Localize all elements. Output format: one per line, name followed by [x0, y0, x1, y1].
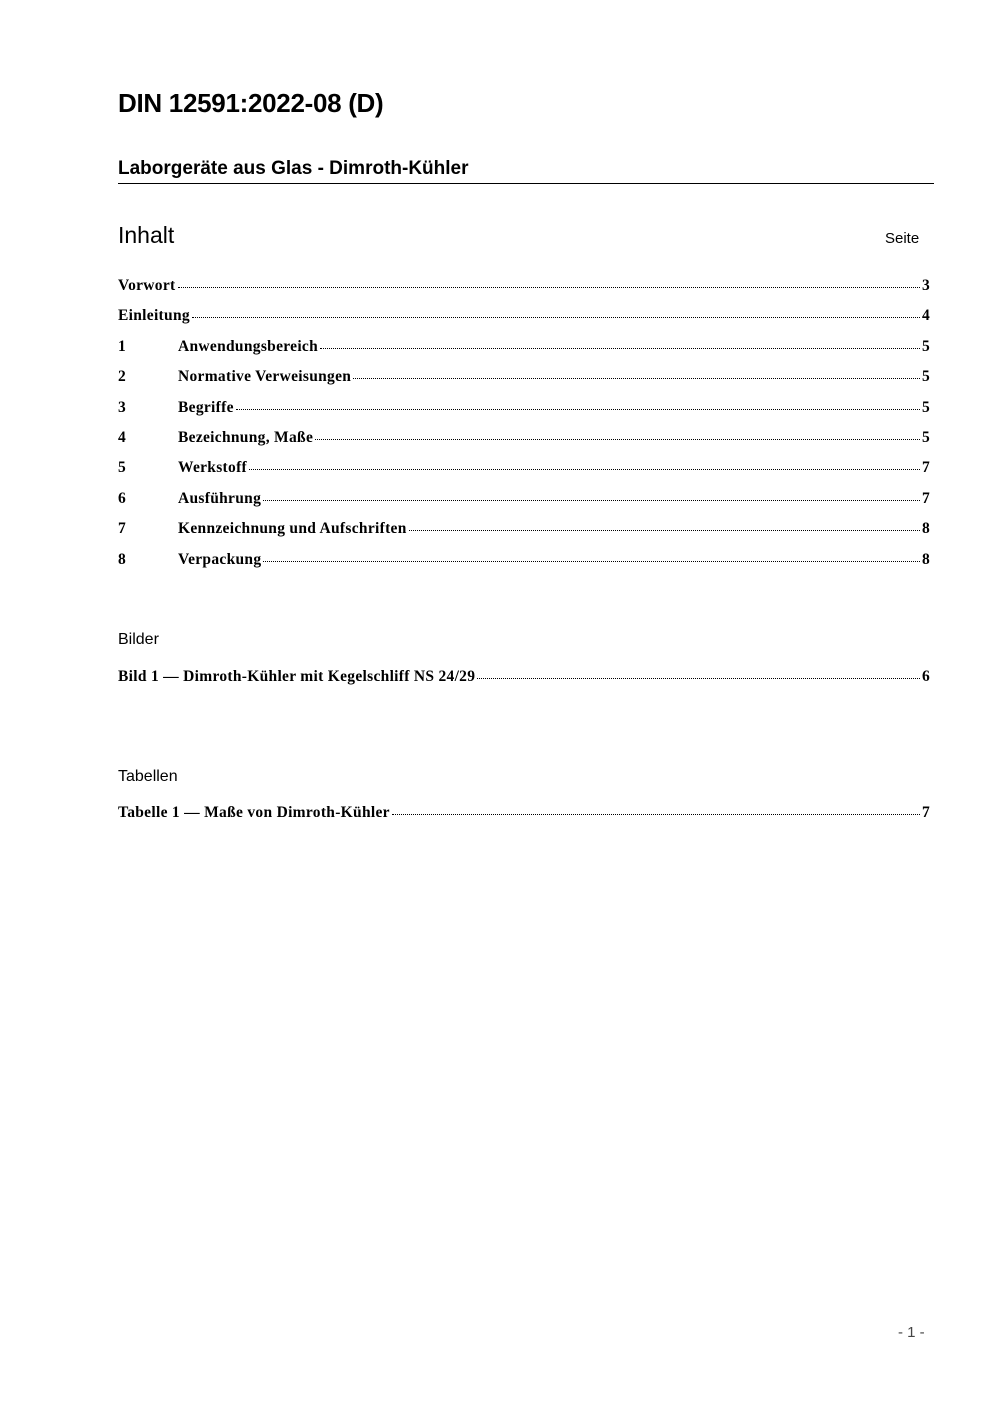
toc-entry-page: 3 [921, 277, 930, 294]
toc-entry-5[interactable] [118, 459, 930, 489]
toc-entry-page: 5 [921, 428, 930, 446]
toc-entry-label: Einleitung [118, 307, 190, 325]
figure-entry-page: 6 [921, 668, 930, 685]
toc-entry-label: Werkstoff [178, 459, 247, 477]
toc-entry-3[interactable] [118, 399, 930, 429]
toc-entry-page: 7 [921, 489, 930, 507]
toc-entry-page: 5 [921, 368, 930, 386]
dot-leader [236, 409, 920, 410]
toc-entry-2[interactable] [118, 368, 930, 398]
toc-entry-label: Kennzeichnung und Aufschriften [178, 520, 407, 538]
toc-entry-page: 5 [921, 337, 930, 355]
dot-leader [392, 814, 920, 815]
dot-leader [263, 500, 920, 501]
figure-entry-label: Bild 1 — Dimroth-Kühler mit Kegelschliff NS 24/29 [118, 668, 476, 685]
toc-entry-page: 5 [921, 398, 930, 416]
table-entry-label: Tabelle 1 — Maße von Dimroth-Kühler [118, 804, 390, 821]
toc-entry-number: 6 [118, 489, 127, 507]
toc-entry-4[interactable] [118, 429, 930, 459]
tables-list [118, 804, 930, 834]
toc-entry-page: 4 [921, 307, 930, 325]
dot-leader [178, 287, 920, 288]
toc-heading: Inhalt [118, 222, 175, 248]
toc-entry-8[interactable] [118, 551, 930, 581]
figures-list [118, 668, 930, 698]
toc-entry-1[interactable] [118, 338, 930, 368]
toc-entry-number: 5 [118, 459, 127, 477]
dot-leader [192, 317, 920, 318]
toc-entry-6[interactable] [118, 490, 930, 520]
toc-entry-page: 8 [921, 550, 930, 568]
tables-heading: Tabellen [118, 768, 178, 785]
title-divider [118, 183, 934, 184]
toc-entry-page: 7 [921, 459, 930, 477]
toc-entry-number: 4 [118, 428, 127, 446]
toc-entry-number: 7 [118, 520, 127, 538]
dot-leader [315, 439, 920, 440]
toc-entry-number: 8 [118, 550, 127, 568]
document-id: DIN 12591:2022-08 (D) [118, 88, 384, 118]
toc-entry-label: Anwendungsbereich [178, 337, 319, 355]
toc-entry-number: 2 [118, 368, 127, 386]
toc-list [118, 277, 930, 581]
document-title: Laborgeräte aus Glas - Dimroth-Kühler [118, 158, 469, 179]
dot-leader [477, 678, 920, 679]
toc-page-column-heading: Seite [885, 230, 920, 247]
toc-entry-label: Bezeichnung, Maße [178, 428, 314, 446]
dot-leader [320, 348, 920, 349]
table-entry-1[interactable] [118, 804, 930, 834]
table-entry-page: 7 [921, 804, 930, 821]
toc-entry-number: 1 [118, 337, 127, 355]
toc-entry-label: Verpackung [178, 550, 262, 568]
toc-entry-label: Begriffe [178, 398, 234, 416]
figure-entry-1[interactable] [118, 668, 930, 698]
toc-entry-label: Ausführung [178, 489, 262, 507]
dot-leader [249, 469, 920, 470]
dot-leader [353, 378, 920, 379]
toc-entry-vorwort[interactable] [118, 277, 930, 307]
toc-entry-page: 8 [921, 520, 930, 538]
page-number: - 1 - [898, 1324, 925, 1341]
toc-entry-label: Normative Verweisungen [178, 368, 352, 386]
dot-leader [409, 530, 920, 531]
toc-entry-number: 3 [118, 398, 127, 416]
dot-leader [263, 561, 920, 562]
toc-entry-label: Vorwort [118, 277, 176, 294]
toc-entry-7[interactable] [118, 520, 930, 550]
toc-entry-einleitung[interactable] [118, 307, 930, 337]
figures-heading: Bilder [118, 631, 159, 648]
